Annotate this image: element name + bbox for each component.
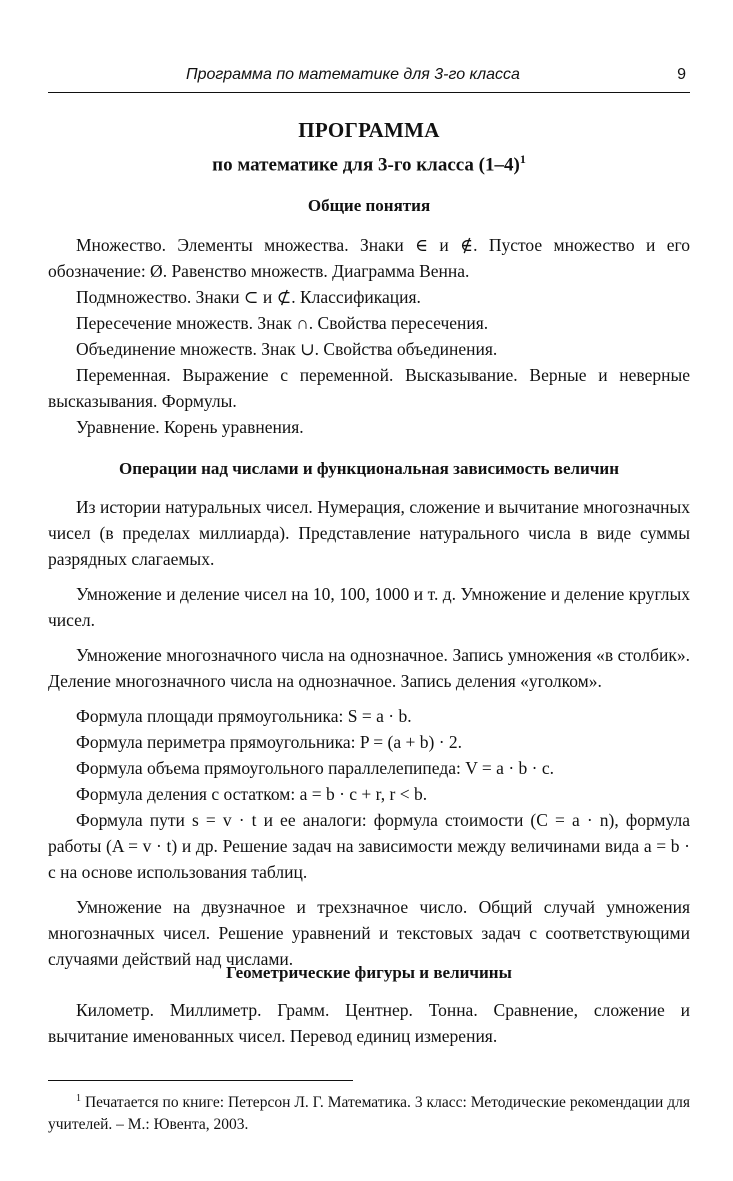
paragraph: Километр. Миллиметр. Грамм. Центнер. Тонна. Сравнение, сложение и вычитание именованных чисел. Перевод единиц измерения. [48,1000,690,1046]
paragraph: Умножение многозначного числа на однозначное. Запись умножения «в столбик». Деление многозначного числа на однозначное. Запись деления «уголком». [48,645,690,691]
section-heading-geometry: Геометрические фигуры и величины [226,963,512,982]
page-number: 9 [677,66,686,83]
paragraph: Умножение на двузначное и трехзначное число. Общий случай умножения многозначных чисел. Решение уравнений и текстовых задач с соответствующими случаями действий над числами. [48,897,690,969]
program-title [48,116,690,180]
paragraph: Умножение и деление чисел на 10, 100, 1000 и т. д. Умножение и деление круглых чисел. [48,584,690,630]
paragraph: Объединение множеств. Знак ∪. Свойства объединения. [76,339,498,359]
paragraph: Формула деления с остатком: a = b · c + r, r < b. [76,784,428,804]
paragraph: Уравнение. Корень уравнения. [76,417,304,437]
paragraph: Пересечение множеств. Знак ∩. Свойства пересечения. [76,313,489,333]
footnote-text: Печатается по книге: Петерсон Л. Г. Математика. 3 класс: Методические рекомендации для учителей. – М.: Ювента, 2003. [48,1094,690,1134]
section-heading-operations: Операции над числами и функциональная зависимость величин [118,459,620,478]
footnote-mark: 1 [76,1093,81,1104]
running-title: Программа по математике для 3-го класса [186,66,520,83]
footnote-divider [48,1080,353,1081]
paragraph: Формула объема прямоугольного параллелепипеда: V = a · b · c. [76,758,554,778]
paragraph: Подмножество. Знаки ⊂ и ⊄. Классификация. [76,287,421,307]
section-geometry-body [48,997,690,1049]
paragraph: Формула пути s = v · t и ее аналоги: формула стоимости (C = a · n), формула работы (A = v · t) и др. Решение задач на зависимости между величинами вида a = b · c на основе использования таблиц. [48,810,690,882]
title-subtitle-text: по математике для 3-го класса (1–4) [212,154,520,176]
paragraph: Множество. Элементы множества. Знаки ∈ и ∉. Пустое множество и его обозначение: Ø. Равенство множеств. Диаграмма Венна. [48,235,690,281]
running-header [48,62,690,93]
title-main: ПРОГРАММА [298,118,440,142]
paragraph: Формула периметра прямоугольника: P = (a + b) · 2. [76,732,463,752]
title-subtitle [48,144,690,180]
section-heading-general: Общие понятия [307,196,431,215]
paragraph: Формула площади прямоугольника: S = a · b. [76,706,412,726]
paragraph: Переменная. Выражение с переменной. Высказывание. Верные и неверные высказывания. Формулы. [48,365,690,411]
section-operations-body [48,494,690,972]
paragraph: Из истории натуральных чисел. Нумерация, сложение и вычитание многозначных чисел (в пределах миллиарда). Представление натурального числа в виде суммы разрядных слагаемых. [48,497,690,569]
title-footnote-mark: 1 [519,152,526,166]
section-general-body [48,232,690,440]
footnote [48,1088,690,1136]
